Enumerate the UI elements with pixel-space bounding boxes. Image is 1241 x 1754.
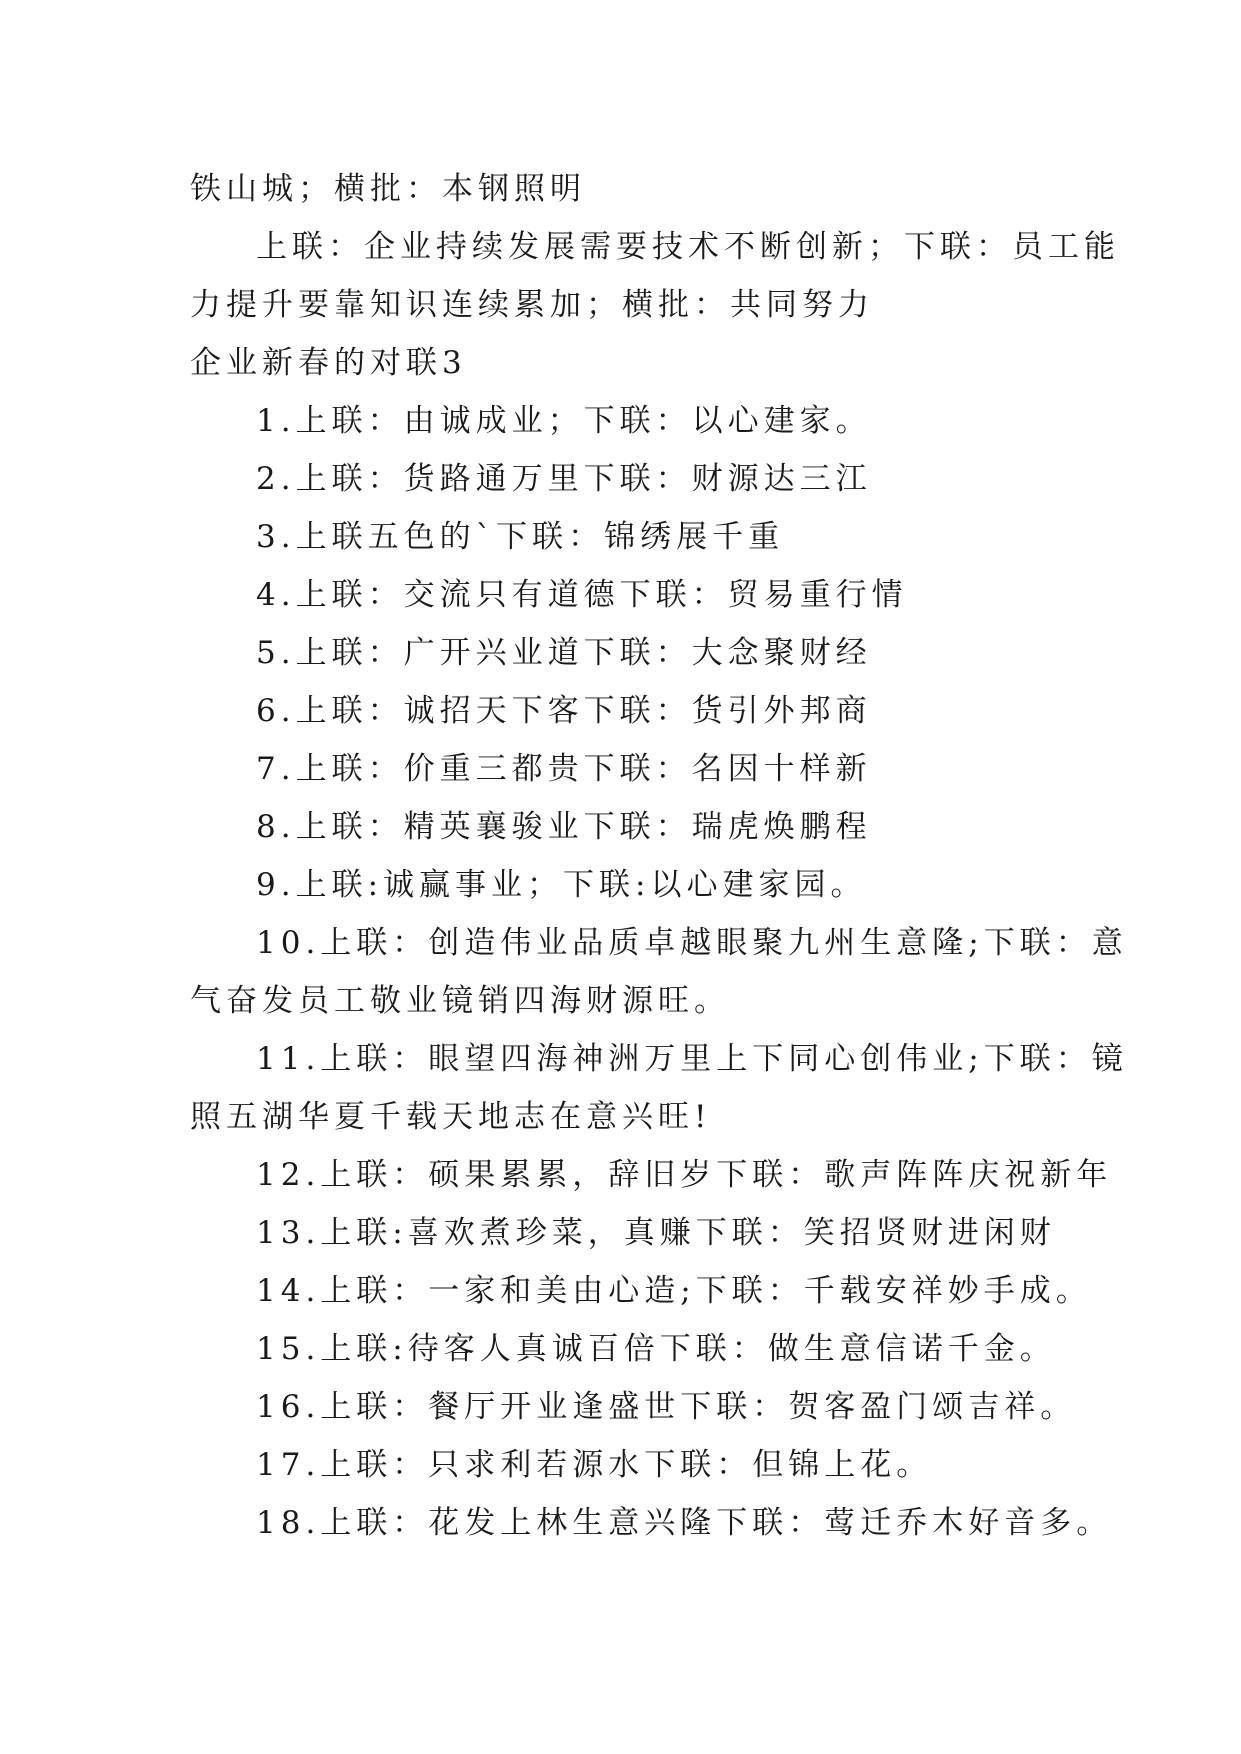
list-item: 18.上联：花发上林生意兴隆下联：莺迁乔木好音多。 <box>256 1505 1113 1541</box>
list-item: 10.上联：创造伟业品质卓越眼聚九州生意隆;下联：意 <box>256 925 1128 961</box>
list-item: 7.上联：价重三都贵下联：名因十样新 <box>256 751 872 787</box>
list-item: 12.上联：硕果累累，辞旧岁下联：歌声阵阵庆祝新年 <box>256 1157 1113 1193</box>
document-body <box>190 160 1128 1552</box>
list-item: 11.上联：眼望四海神洲万里上下同心创伟业;下联：镜 <box>256 1041 1128 1077</box>
list-item: 13.上联:喜欢煮珍菜，真赚下联：笑招贤财进闲财 <box>256 1215 1056 1251</box>
list-item: 17.上联：只求利若源水下联：但锦上花。 <box>256 1447 933 1483</box>
list-item: 6.上联：诚招天下客下联：货引外邦商 <box>256 693 872 729</box>
list-item: 8.上联：精英襄骏业下联：瑞虎焕鹏程 <box>256 809 872 845</box>
list-item: 14.上联：一家和美由心造;下联：千载安祥妙手成。 <box>256 1273 1092 1309</box>
list-item: 16.上联：餐厅开业逢盛世下联：贺客盈门颂吉祥。 <box>256 1389 1077 1425</box>
list-item-continuation: 气奋发员工敬业镜销四海财源旺。 <box>190 983 730 1019</box>
section-title: 企业新春的对联3 <box>190 345 467 381</box>
list-item: 3.上联五色的`下联：锦绣展千重 <box>256 519 785 555</box>
list-item: 4.上联：交流只有道德下联：贸易重行情 <box>256 577 908 613</box>
list-item-continuation: 照五湖华夏千载天地志在意兴旺! <box>190 1099 712 1135</box>
list-item: 2.上联：货路通万里下联：财源达三江 <box>256 461 872 497</box>
text-line: 上联：企业持续发展需要技术不断创新；下联：员工能 <box>256 229 1120 265</box>
list-item: 9.上联:诚赢事业；下联:以心建家园。 <box>256 867 867 903</box>
list-item: 5.上联：广开兴业道下联：大念聚财经 <box>256 635 872 671</box>
list-item: 15.上联:待客人真诚百倍下联：做生意信诺千金。 <box>256 1331 1056 1367</box>
text-line: 力提升要靠知识连续累加；横批：共同努力 <box>190 287 874 323</box>
list-item: 1.上联：由诚成业；下联：以心建家。 <box>256 403 872 439</box>
text-line: 铁山城；横批：本钢照明 <box>190 171 586 207</box>
